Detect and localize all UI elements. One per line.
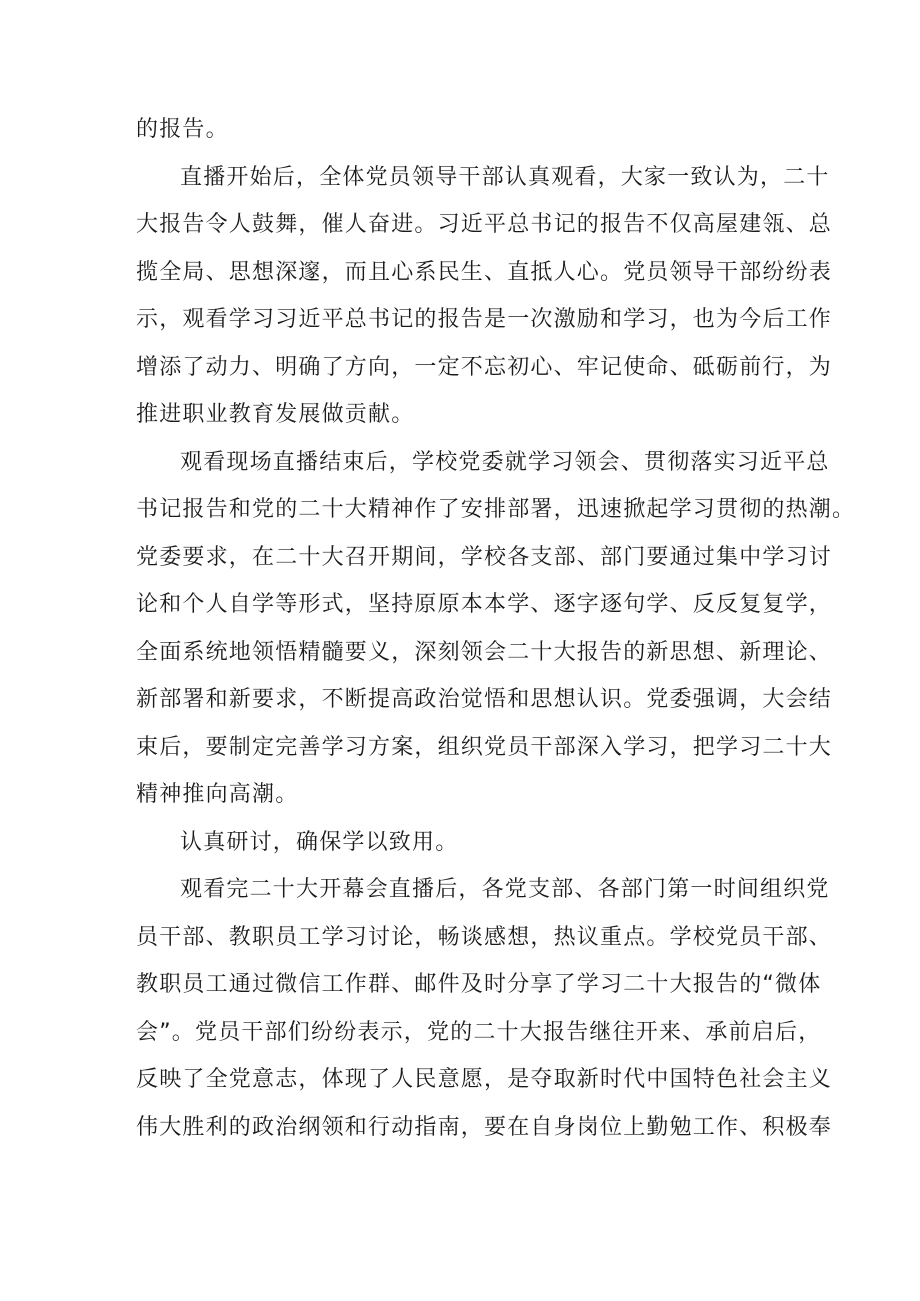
paragraph-line: 推进职业教育发展做贡献。 [136,402,415,427]
paragraph-line: 新部署和新要求，不断提高政治觉悟和思想认识。党委强调，大会结 [136,687,833,712]
paragraph-line: 示，观看学习习近平总书记的报告是一次激励和学习，也为今后工作 [136,307,833,332]
paragraph-line: 论和个人自学等形式，坚持原原本本学、逐字逐句学、反反复复学， [136,592,833,617]
paragraph-line: 书记报告和党的二十大精神作了安排部署，迅速掀起学习贯彻的热潮。 [136,497,856,522]
paragraph-line: 的报告。 [136,117,229,142]
paragraph-line: 反映了全党意志，体现了人民意愿，是夺取新时代中国特色社会主义 [136,1067,833,1092]
paragraph-line: 束后，要制定完善学习方案，组织党员干部深入学习，把学习二十大 [136,734,833,760]
section-heading: 认真研讨，确保学以致用。 [180,829,459,855]
paragraph-line: 增添了动力、明确了方向，一定不忘初心、牢记使命、砥砺前行，为 [136,354,833,380]
paragraph-line: 观看完二十大开幕会直播后，各党支部、各部门第一时间组织党 [180,877,830,902]
document-body [136,106,856,1151]
paragraph-line: 大报告令人鼓舞，催人奋进。习近平总书记的报告不仅高屋建瓴、总 [136,212,833,237]
paragraph-line: 精神推向高潮。 [136,782,299,807]
paragraph-line: 会”。党员干部们纷纷表示，党的二十大报告继往开来、承前启后， [136,1019,822,1045]
paragraph-line: 伟大胜利的政治纲领和行动指南，要在自身岗位上勤勉工作、积极奉 [136,1114,833,1140]
paragraph-line: 教职员工通过微信工作群、邮件及时分享了学习二十大报告的“微体 [136,972,822,997]
paragraph-line: 揽全局、思想深邃，而且心系民生、直抵人心。党员领导干部纷纷表 [136,259,833,285]
paragraph-line: 员干部、教职员工学习讨论，畅谈感想，热议重点。学校党员干部、 [136,924,833,950]
paragraph-line: 直播开始后，全体党员领导干部认真观看，大家一致认为，二十 [180,164,830,190]
paragraph-line: 党委要求，在二十大召开期间，学校各支部、部门要通过集中学习讨 [136,544,833,570]
paragraph-line: 全面系统地领悟精髓要义，深刻领会二十大报告的新思想、新理论、 [136,639,833,665]
paragraph-line: 观看现场直播结束后，学校党委就学习领会、贯彻落实习近平总 [180,449,830,475]
